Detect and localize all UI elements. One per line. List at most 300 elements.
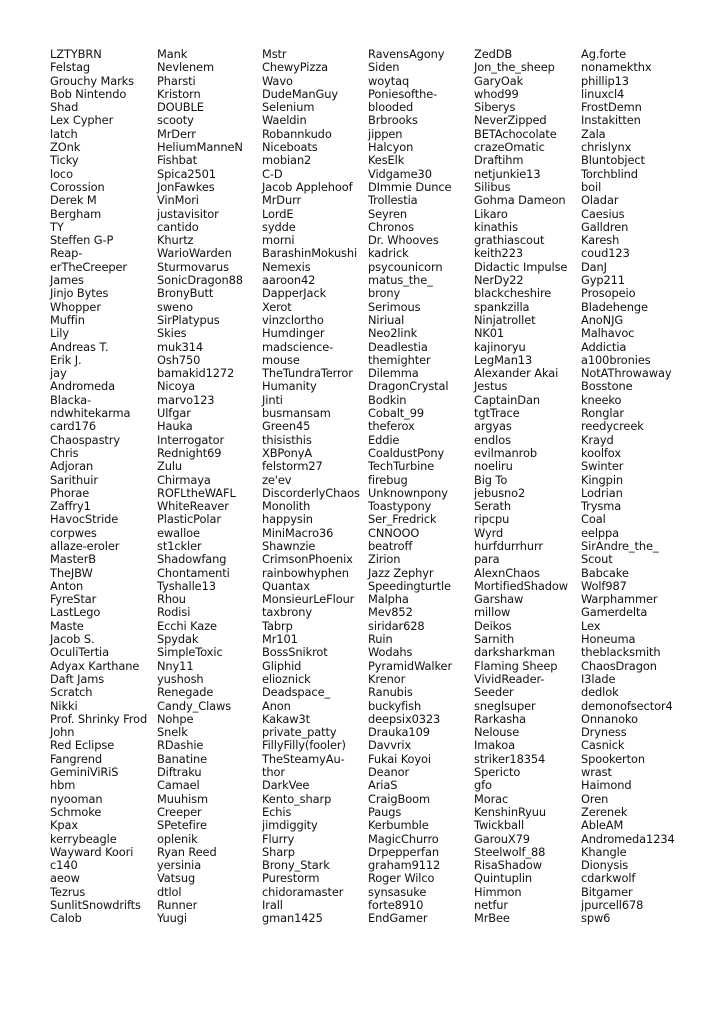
- name-entry: Lodrian: [581, 485, 623, 500]
- name-entry: Vatsug: [157, 871, 196, 886]
- name-entry: latch: [50, 126, 78, 141]
- name-entry: yushosh: [157, 671, 204, 686]
- name-entry: Wyrd: [474, 525, 504, 540]
- name-entry: Gliphid: [262, 658, 302, 673]
- name-entry: Alexander Akai: [474, 366, 559, 381]
- name-entry: Ryan Reed: [157, 844, 217, 859]
- name-entry: Flaming Sheep: [474, 658, 558, 673]
- name-entry: Steelwolf_88: [474, 844, 546, 859]
- name-entry: CoaldustPony: [368, 445, 445, 460]
- name-entry: cantido: [157, 219, 199, 234]
- name-entry: MonsieurLeFlour: [262, 592, 355, 607]
- name-entry: Brbrooks: [368, 113, 418, 128]
- name-entry: PyramidWalker: [368, 658, 453, 673]
- name-entry: Nohpe: [157, 711, 194, 726]
- name-entry: forte8910: [368, 898, 424, 912]
- name-entry: Shawnzie: [262, 538, 316, 553]
- name-entry: Echis: [262, 804, 292, 819]
- name-entry: Gamerdelta: [581, 605, 648, 620]
- name-entry: Nny11: [157, 658, 194, 673]
- name-entry: PlasticPolar: [157, 512, 221, 527]
- name-entry: woytaq: [368, 73, 410, 88]
- name-entry: grathiascout: [474, 233, 545, 248]
- name-entry: Bladehenge: [581, 299, 648, 314]
- name-entry: Garshaw: [474, 592, 524, 607]
- name-entry: Chirmaya: [157, 472, 211, 487]
- name-entry: DapperJack: [262, 286, 327, 301]
- name-entry: gman1425: [262, 911, 323, 926]
- name-entry: gfo: [474, 778, 492, 793]
- name-entry: LordE: [262, 206, 294, 221]
- name-entry: Gyp211: [581, 273, 625, 288]
- name-entry: noeliru: [474, 459, 513, 474]
- name-entry: LastLego: [50, 605, 101, 620]
- name-entry: Runner: [157, 898, 198, 912]
- name-entry: Fukai Koyoi: [368, 751, 431, 766]
- name-entry: Ticky: [50, 153, 79, 168]
- name-entry: Selenium: [262, 100, 315, 115]
- name-entry: FrostDemn: [581, 100, 642, 115]
- name-entry: para: [474, 552, 500, 567]
- name-entry: justavisitor: [157, 206, 219, 221]
- name-entry: Purestorm: [262, 871, 320, 886]
- name-entry: spankzilla: [474, 299, 530, 314]
- name-entry: Reap-: [50, 246, 83, 261]
- name-entry: CrimsonPhoenix: [262, 552, 353, 567]
- name-entry: Ecchi Kaze: [157, 618, 217, 633]
- name-entry: ndwhitekarma: [50, 406, 131, 421]
- name-entry: AlexnChaos: [474, 565, 540, 580]
- name-entry: sydde: [262, 219, 296, 234]
- name-entry: Kakaw3t: [262, 711, 310, 726]
- name-entry: Bosstone: [581, 379, 633, 394]
- name-entry: wrast: [581, 765, 612, 780]
- name-entry: Swinter: [581, 459, 624, 474]
- name-entry: Chronos: [368, 219, 414, 234]
- name-entry: Haimond: [581, 778, 632, 793]
- name-entry: theferox: [368, 419, 415, 434]
- name-entry: Andromeda: [50, 379, 116, 394]
- name-entry: ChewyPizza: [262, 60, 328, 75]
- name-entry: SunlitSnowdrifts: [50, 898, 141, 912]
- name-entry: aeow: [50, 871, 80, 886]
- name-entry: jpurcell678: [581, 898, 644, 912]
- name-entry: ZOnk: [50, 140, 81, 155]
- name-entry: Deadspace_: [262, 685, 331, 700]
- name-entry: Neo2link: [368, 326, 418, 341]
- name-entry: Hauka: [157, 419, 193, 434]
- name-entry: Zirion: [368, 552, 401, 567]
- name-entry: Onnanoko: [581, 711, 638, 726]
- name-entry: Rodisi: [157, 605, 191, 620]
- name-entry: LZTYBRN: [50, 47, 102, 61]
- name-entry: Serath: [474, 499, 511, 514]
- name-entry: Ranubis: [368, 685, 413, 700]
- name-entry: brony: [368, 286, 401, 301]
- name-entry: DanJ: [581, 259, 607, 274]
- name-entry: TheTundraTerror: [262, 366, 353, 381]
- name-column-6: [581, 48, 675, 926]
- name-entry: Coal: [581, 512, 606, 527]
- name-entry: Felstag: [50, 60, 91, 75]
- name-entry: bamakid1272: [157, 366, 235, 381]
- name-entry: XBPonyA: [262, 445, 313, 460]
- name-entry: blooded: [368, 100, 414, 115]
- name-entry: Khangle: [581, 844, 627, 859]
- name-entry: jippen: [368, 126, 403, 141]
- name-entry: Ag.forte: [581, 47, 626, 61]
- name-entry: Jinti: [262, 392, 283, 407]
- name-entry: Ruin: [368, 632, 393, 647]
- name-entry: Likaro: [474, 206, 508, 221]
- name-entry: Deikos: [474, 618, 512, 633]
- name-entry: marvo123: [157, 392, 215, 407]
- name-entry: Chontamenti: [157, 565, 230, 580]
- name-entry: I3lade: [581, 671, 616, 686]
- name-entry: Steffen G-P: [50, 233, 114, 248]
- name-entry: elioznick: [262, 671, 311, 686]
- name-entry: Bluntobject: [581, 153, 645, 168]
- name-entry: MortifiedShadow: [474, 578, 568, 593]
- name-entry: NeverZipped: [474, 113, 547, 128]
- name-entry: ewalloe: [157, 525, 200, 540]
- name-entry: CaptainDan: [474, 392, 540, 407]
- name-entry: Nicoya: [157, 379, 196, 394]
- name-entry: SimpleToxic: [157, 645, 223, 660]
- name-column-3: [262, 48, 360, 926]
- name-entry: C-D: [262, 166, 283, 181]
- name-entry: spw6: [581, 911, 611, 926]
- name-entry: Morac: [474, 791, 509, 806]
- name-entry: Zulu: [157, 459, 183, 474]
- name-entry: Trysma: [581, 499, 622, 514]
- name-entry: psycounicorn: [368, 259, 443, 274]
- name-entry: Osh750: [157, 352, 201, 367]
- name-entry: Irall: [262, 898, 283, 912]
- name-entry: netfur: [474, 898, 509, 912]
- name-entry: Humdinger: [262, 326, 325, 341]
- name-entry: kajinoryu: [474, 339, 526, 354]
- name-entry: Nevlenem: [157, 60, 214, 75]
- name-entry: Zala: [581, 126, 606, 141]
- name-entry: kadrick: [368, 246, 409, 261]
- name-entry: Nikki: [50, 698, 78, 713]
- name-entry: Eddie: [368, 432, 400, 447]
- name-entry: Bergham: [50, 206, 102, 221]
- name-entry: AbleAM: [581, 818, 624, 833]
- name-entry: firebug: [368, 472, 408, 487]
- name-entry: CraigBoom: [368, 791, 430, 806]
- name-entry: GaryOak: [474, 73, 524, 88]
- name-entry: kerrybeagle: [50, 831, 117, 846]
- name-entry: Muffin: [50, 312, 85, 327]
- name-entry: eelppa: [581, 525, 620, 540]
- name-entry: buckyfish: [368, 698, 422, 713]
- name-entry: Chaospastry: [50, 432, 120, 447]
- name-entry: BarashinMokushi: [262, 246, 358, 261]
- name-entry: Brony_Stark: [262, 858, 330, 873]
- name-entry: Mank: [157, 47, 188, 61]
- name-entry: c140: [50, 858, 78, 873]
- name-entry: Dilemma: [368, 366, 419, 381]
- name-entry: Spica2501: [157, 166, 216, 181]
- name-entry: crazeOmatic: [474, 140, 545, 155]
- name-entry: Waeldin: [262, 113, 307, 128]
- name-entry: Tabrp: [262, 618, 293, 633]
- name-entry: Seyren: [368, 206, 408, 221]
- name-entry: happysin: [262, 512, 313, 527]
- name-entry: erTheCreeper: [50, 259, 127, 274]
- name-entry: Silibus: [474, 179, 511, 194]
- name-entry: Spericto: [474, 765, 521, 780]
- name-entry: darksharkman: [474, 645, 555, 660]
- name-entry: MrDurr: [262, 193, 302, 208]
- name-entry: ROFLtheWAFL: [157, 485, 236, 500]
- name-entry: Flurry: [262, 831, 295, 846]
- name-entry: reedycreek: [581, 419, 644, 434]
- name-entry: Jacob Applehoof: [262, 179, 353, 194]
- name-entry: Unknownpony: [368, 485, 448, 500]
- name-entry: Pharsti: [157, 73, 196, 88]
- name-entry: Gohma Dameon: [474, 193, 566, 208]
- name-entry: Himmon: [474, 884, 522, 899]
- name-entry: Cobalt_99: [368, 406, 425, 421]
- name-entry: Didactic Impulse: [474, 259, 568, 274]
- name-entry: KesElk: [368, 153, 405, 168]
- name-entry: Deadlestia: [368, 339, 428, 354]
- name-entry: tgtTrace: [474, 406, 520, 421]
- name-entry: Deanor: [368, 765, 410, 780]
- name-entry: Dr. Whooves: [368, 233, 439, 248]
- name-entry: Malpha: [368, 592, 409, 607]
- name-entry: corpwes: [50, 525, 97, 540]
- name-entry: Jazz Zephyr: [368, 565, 434, 580]
- name-entry: Bodkin: [368, 392, 407, 407]
- name-entry: Poniesofthe-: [368, 86, 438, 101]
- name-entry: Kerbumble: [368, 818, 429, 833]
- name-entry: CNNOOO: [368, 525, 420, 540]
- name-entry: DragonCrystal: [368, 379, 449, 394]
- name-entry: Speedingturtle: [368, 578, 451, 593]
- name-entry: Grouchy Marks: [50, 73, 135, 88]
- name-entry: beatroff: [368, 538, 413, 553]
- name-entry: Torchblind: [581, 166, 638, 181]
- name-entry: Renegade: [157, 685, 214, 700]
- name-entry: Jestus: [474, 379, 508, 394]
- name-entry: HavocStride: [50, 512, 119, 527]
- name-entry: Humanity: [262, 379, 317, 394]
- name-entry: Zerenek: [581, 804, 628, 819]
- name-entry: argyas: [474, 419, 512, 434]
- name-entry: Kristorn: [157, 86, 201, 101]
- name-entry: AriaS: [368, 778, 398, 793]
- name-entry: HeliumManneN: [157, 140, 243, 155]
- name-entry: Skies: [157, 326, 187, 341]
- name-entry: Drauka109: [368, 725, 430, 740]
- name-entry: Blacka-: [50, 392, 92, 407]
- name-entry: VinMori: [157, 193, 199, 208]
- name-entry: TechTurbine: [368, 459, 435, 474]
- name-entry: Kingpin: [581, 472, 623, 487]
- name-entry: jimdiggity: [262, 818, 318, 833]
- name-entry: Nemexis: [262, 259, 311, 274]
- name-entry: SirAndre_the_: [581, 538, 659, 553]
- name-entry: Chris: [50, 445, 79, 460]
- name-entry: card176: [50, 419, 96, 434]
- name-entry: Ninjatrollet: [474, 312, 536, 327]
- name-entry: madscience-: [262, 339, 334, 354]
- name-entry: Halcyon: [368, 140, 414, 155]
- name-entry: themighter: [368, 352, 431, 367]
- name-entry: Candy_Claws: [157, 698, 232, 713]
- name-entry: WarioWarden: [157, 246, 232, 261]
- name-entry: Imakoa: [474, 738, 515, 753]
- name-entry: Tyshalle13: [157, 578, 216, 593]
- name-entry: MasterB: [50, 552, 97, 567]
- name-entry: Serimous: [368, 299, 421, 314]
- name-entry: Anton: [50, 578, 84, 593]
- name-entry: Davvrix: [368, 738, 412, 753]
- name-entry: SirPlatypus: [157, 312, 220, 327]
- name-entry: Jon_the_sheep: [474, 60, 555, 75]
- name-entry: coud123: [581, 246, 630, 261]
- name-entry: Ronglar: [581, 406, 624, 421]
- name-entry: deepsix0323: [368, 711, 441, 726]
- name-entry: DiscorderlyChaos: [262, 485, 360, 500]
- name-entry: ChaosDragon: [581, 658, 657, 673]
- name-entry: vinzclortho: [262, 312, 324, 327]
- name-entry: ZedDB: [474, 47, 513, 61]
- name-entry: nyooman: [50, 791, 103, 806]
- name-entry: nonamekthx: [581, 60, 652, 75]
- name-entry: Sarithuir: [50, 472, 98, 487]
- name-entry: Twickball: [474, 818, 525, 833]
- name-entry: Whopper: [50, 299, 101, 314]
- name-entry: morni: [262, 233, 295, 248]
- name-entry: RavensAgony: [368, 47, 445, 61]
- name-entry: Shad: [50, 100, 79, 115]
- name-entry: Wolf987: [581, 578, 627, 593]
- name-entry: Toastypony: [368, 499, 432, 514]
- name-entry: Ser_Fredrick: [368, 512, 437, 527]
- name-column-5: [474, 48, 568, 926]
- name-entry: dtlol: [157, 884, 182, 899]
- name-entry: Oren: [581, 791, 609, 806]
- name-entry: Bitgamer: [581, 884, 633, 899]
- name-entry: chrislynx: [581, 140, 632, 155]
- name-entry: Andromeda1234: [581, 831, 675, 846]
- name-entry: Schmoke: [50, 804, 102, 819]
- name-entry: Niriual: [368, 312, 405, 327]
- name-entry: Sarnith: [474, 632, 515, 647]
- name-entry: Adjoran: [50, 459, 94, 474]
- name-entry: cdarkwolf: [581, 871, 636, 886]
- name-entry: graham9112: [368, 858, 441, 873]
- name-entry: James: [50, 273, 84, 288]
- name-entry: AnoNJG: [581, 312, 624, 327]
- name-entry: SonicDragon88: [157, 273, 243, 288]
- name-entry: muk314: [157, 339, 204, 354]
- name-entry: Trollestia: [368, 193, 418, 208]
- name-entry: scooty: [157, 113, 194, 128]
- name-entry: John: [50, 725, 75, 740]
- name-entry: mouse: [262, 352, 300, 367]
- name-entry: Derek M: [50, 193, 97, 208]
- name-entry: rainbowhyphen: [262, 565, 349, 580]
- name-entry: dedlok: [581, 685, 619, 700]
- name-entry: Phorae: [50, 485, 90, 500]
- name-entry: Instakitten: [581, 113, 641, 128]
- name-entry: Scratch: [50, 685, 93, 700]
- name-entry: Paugs: [368, 804, 402, 819]
- name-entry: BronyButt: [157, 286, 214, 301]
- name-entry: Drpepperfan: [368, 844, 439, 859]
- name-entry: MiniMacro36: [262, 525, 334, 540]
- name-entry: Babcake: [581, 565, 629, 580]
- name-entry: WhiteReaver: [157, 499, 229, 514]
- name-entry: Galldren: [581, 219, 629, 234]
- name-entry: whod99: [474, 86, 519, 101]
- name-entry: Honeuma: [581, 632, 636, 647]
- name-entry: millow: [474, 605, 511, 620]
- name-entry: Dionysis: [581, 858, 629, 873]
- name-entry: chidoramaster: [262, 884, 344, 899]
- name-entry: Daft Jams: [50, 671, 105, 686]
- name-entry: Malhavoc: [581, 326, 635, 341]
- name-entry: jebusno2: [474, 485, 526, 500]
- name-entry: Ulfgar: [157, 406, 191, 421]
- name-entry: kinathis: [474, 219, 518, 234]
- name-entry: Andreas T.: [50, 339, 109, 354]
- name-entry: Niceboats: [262, 140, 318, 155]
- name-entry: Anon: [262, 698, 291, 713]
- name-entry: yersinia: [157, 858, 202, 873]
- name-entry: Kpax: [50, 818, 79, 833]
- name-entry: netjunkie13: [474, 166, 541, 181]
- name-entry: Snelk: [157, 725, 188, 740]
- name-entry: Creeper: [157, 804, 202, 819]
- name-entry: Red Eclipse: [50, 738, 115, 753]
- name-entry: TheSteamyAu-: [262, 751, 345, 766]
- name-entry: NerDy22: [474, 273, 524, 288]
- name-entry: jay: [50, 366, 67, 381]
- name-entry: BossSnikrot: [262, 645, 328, 660]
- name-entry: KenshinRyuu: [474, 804, 547, 819]
- name-entry: MrDerr: [157, 126, 196, 141]
- name-entry: Camael: [157, 778, 200, 793]
- name-entry: Spookerton: [581, 751, 645, 766]
- name-entry: Mr101: [262, 632, 298, 647]
- name-entry: Adyax Karthane: [50, 658, 140, 673]
- name-entry: Zaffry1: [50, 499, 91, 514]
- name-entry: keith223: [474, 246, 523, 261]
- name-entry: phillip13: [581, 73, 629, 88]
- name-entry: TheJBW: [50, 565, 93, 580]
- name-entry: NotAThrowaway: [581, 366, 672, 381]
- name-entry: Quantax: [262, 578, 310, 593]
- name-entry: VividReader-: [474, 671, 545, 686]
- name-entry: Banatine: [157, 751, 208, 766]
- name-entry: sweno: [157, 299, 193, 314]
- name-entry: Bob Nintendo: [50, 86, 127, 101]
- name-entry: Erik J.: [50, 352, 82, 367]
- name-entry: Maste: [50, 618, 84, 633]
- name-entry: Nelouse: [474, 725, 520, 740]
- name-entry: boil: [581, 179, 602, 194]
- name-entry: TY: [50, 219, 64, 234]
- name-entry: Big To: [474, 472, 508, 487]
- name-entry: Casnick: [581, 738, 625, 753]
